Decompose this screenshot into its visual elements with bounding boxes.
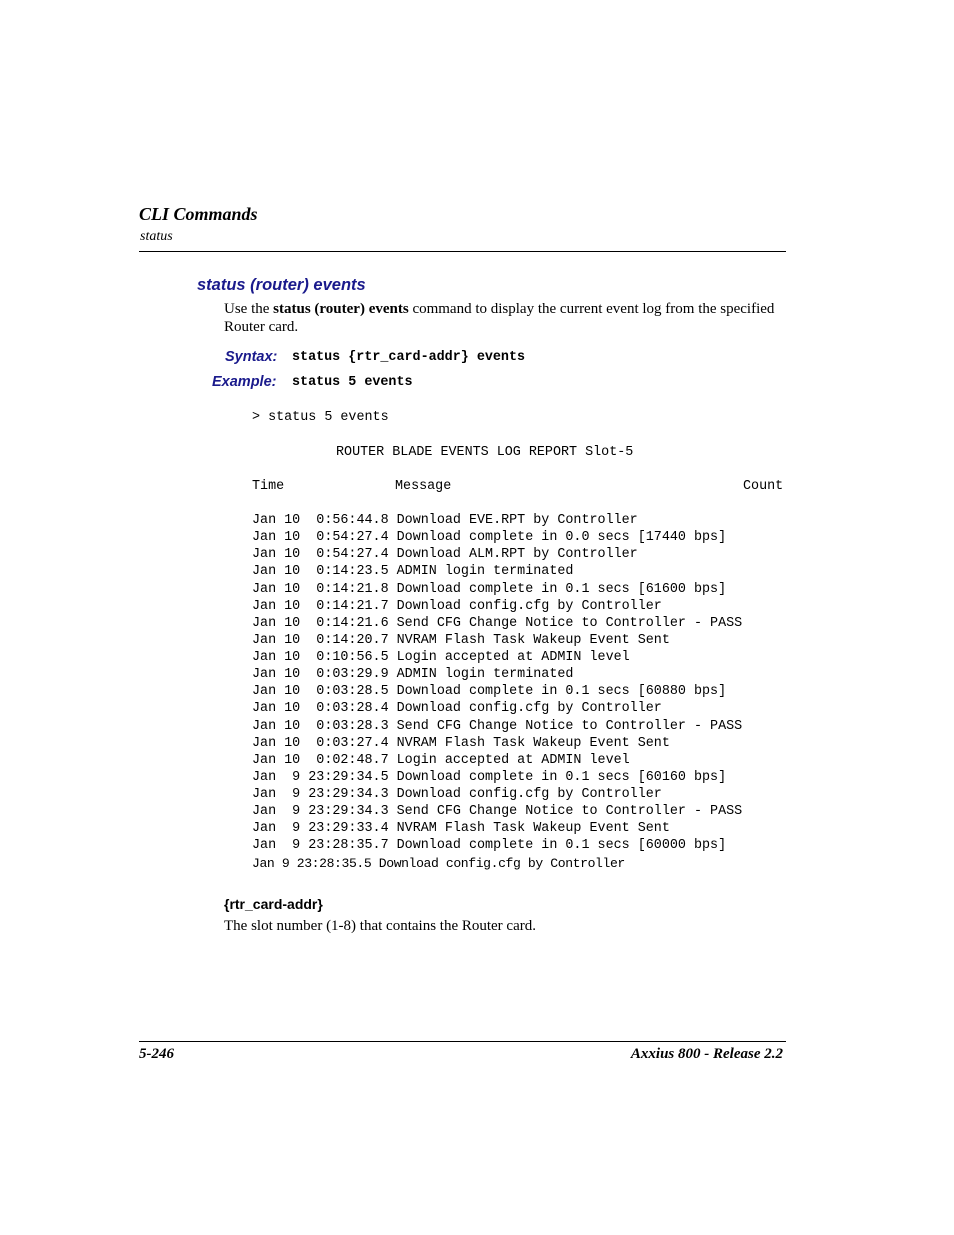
footer-divider bbox=[139, 1041, 786, 1042]
log-line: Jan 10 0:14:23.5 ADMIN login terminated bbox=[252, 564, 574, 580]
footer-doc-title: Axxius 800 - Release 2.2 bbox=[630, 1046, 783, 1062]
log-line: Jan 10 0:03:28.3 Send CFG Change Notice to Controller - PASS bbox=[252, 718, 743, 734]
parameter-description: The slot number (1-8) that contains the Router card. bbox=[224, 918, 536, 934]
log-line: Jan 10 0:03:28.4 Download config.cfg by Controller bbox=[252, 701, 662, 717]
page-number: 5-246 bbox=[139, 1046, 174, 1062]
intro-prefix: Use the bbox=[224, 301, 274, 317]
column-header-time: Time bbox=[252, 479, 285, 494]
report-title: ROUTER BLADE EVENTS LOG REPORT Slot-5 bbox=[336, 445, 634, 460]
log-line: Jan 9 23:28:35.7 Download complete in 0.1 secs [60000 bps] bbox=[252, 838, 727, 854]
log-line: Jan 9 23:29:34.5 Download complete in 0.1 secs [60160 bps] bbox=[252, 769, 727, 785]
log-line: Jan 10 0:02:48.7 Login accepted at ADMIN level bbox=[252, 752, 630, 768]
log-line: Jan 10 0:03:28.5 Download complete in 0.1 secs [60880 bps] bbox=[252, 684, 727, 700]
section-subtitle: status bbox=[140, 229, 173, 244]
log-line: Jan 9 23:28:35.5 Download config.cfg by Controller bbox=[252, 855, 625, 871]
log-line: Jan 10 0:03:29.9 ADMIN login terminated bbox=[252, 667, 574, 683]
parameter-name: {rtr_card-addr} bbox=[224, 896, 323, 912]
log-line: Jan 10 0:03:27.4 NVRAM Flash Task Wakeup Event Sent bbox=[252, 735, 670, 751]
event-log bbox=[252, 512, 742, 872]
log-line: Jan 10 0:54:27.4 Download ALM.RPT by Controller bbox=[252, 547, 638, 563]
header-divider bbox=[139, 251, 786, 252]
log-line: Jan 10 0:14:21.6 Send CFG Change Notice to Controller - PASS bbox=[252, 615, 743, 631]
syntax-command: status {rtr_card-addr} events bbox=[292, 350, 526, 365]
log-line: Jan 10 0:14:21.8 Download complete in 0.1 secs [61600 bps] bbox=[252, 581, 727, 597]
intro-command: status (router) events bbox=[273, 301, 409, 317]
syntax-label: Syntax: bbox=[225, 349, 278, 365]
log-line: Jan 9 23:29:33.4 NVRAM Flash Task Wakeup Event Sent bbox=[252, 821, 670, 837]
column-header-count: Count bbox=[743, 479, 784, 494]
example-label: Example: bbox=[212, 374, 277, 390]
chapter-title: CLI Commands bbox=[139, 204, 258, 224]
log-line: Jan 10 0:54:27.4 Download complete in 0.0 secs [17440 bps] bbox=[252, 530, 727, 546]
log-line: Jan 9 23:29:34.3 Send CFG Change Notice to Controller - PASS bbox=[252, 804, 743, 820]
intro-suffix: command to display the current event log from the specified Router card. bbox=[224, 301, 775, 335]
example-command: status 5 events bbox=[292, 375, 413, 390]
log-line: Jan 9 23:29:34.3 Download config.cfg by Controller bbox=[252, 787, 662, 802]
log-line: Jan 10 0:56:44.8 Download EVE.RPT by Controller bbox=[252, 513, 638, 528]
log-line: Jan 10 0:10:56.5 Login accepted at ADMIN level bbox=[252, 650, 630, 665]
cli-prompt-line: > status 5 events bbox=[252, 410, 389, 425]
command-heading: status (router) events bbox=[197, 276, 366, 294]
column-header-message: Message bbox=[395, 479, 452, 494]
log-line: Jan 10 0:14:21.7 Download config.cfg by Controller bbox=[252, 598, 662, 614]
intro-paragraph bbox=[224, 300, 790, 336]
log-line: Jan 10 0:14:20.7 NVRAM Flash Task Wakeup Event Sent bbox=[252, 632, 670, 648]
